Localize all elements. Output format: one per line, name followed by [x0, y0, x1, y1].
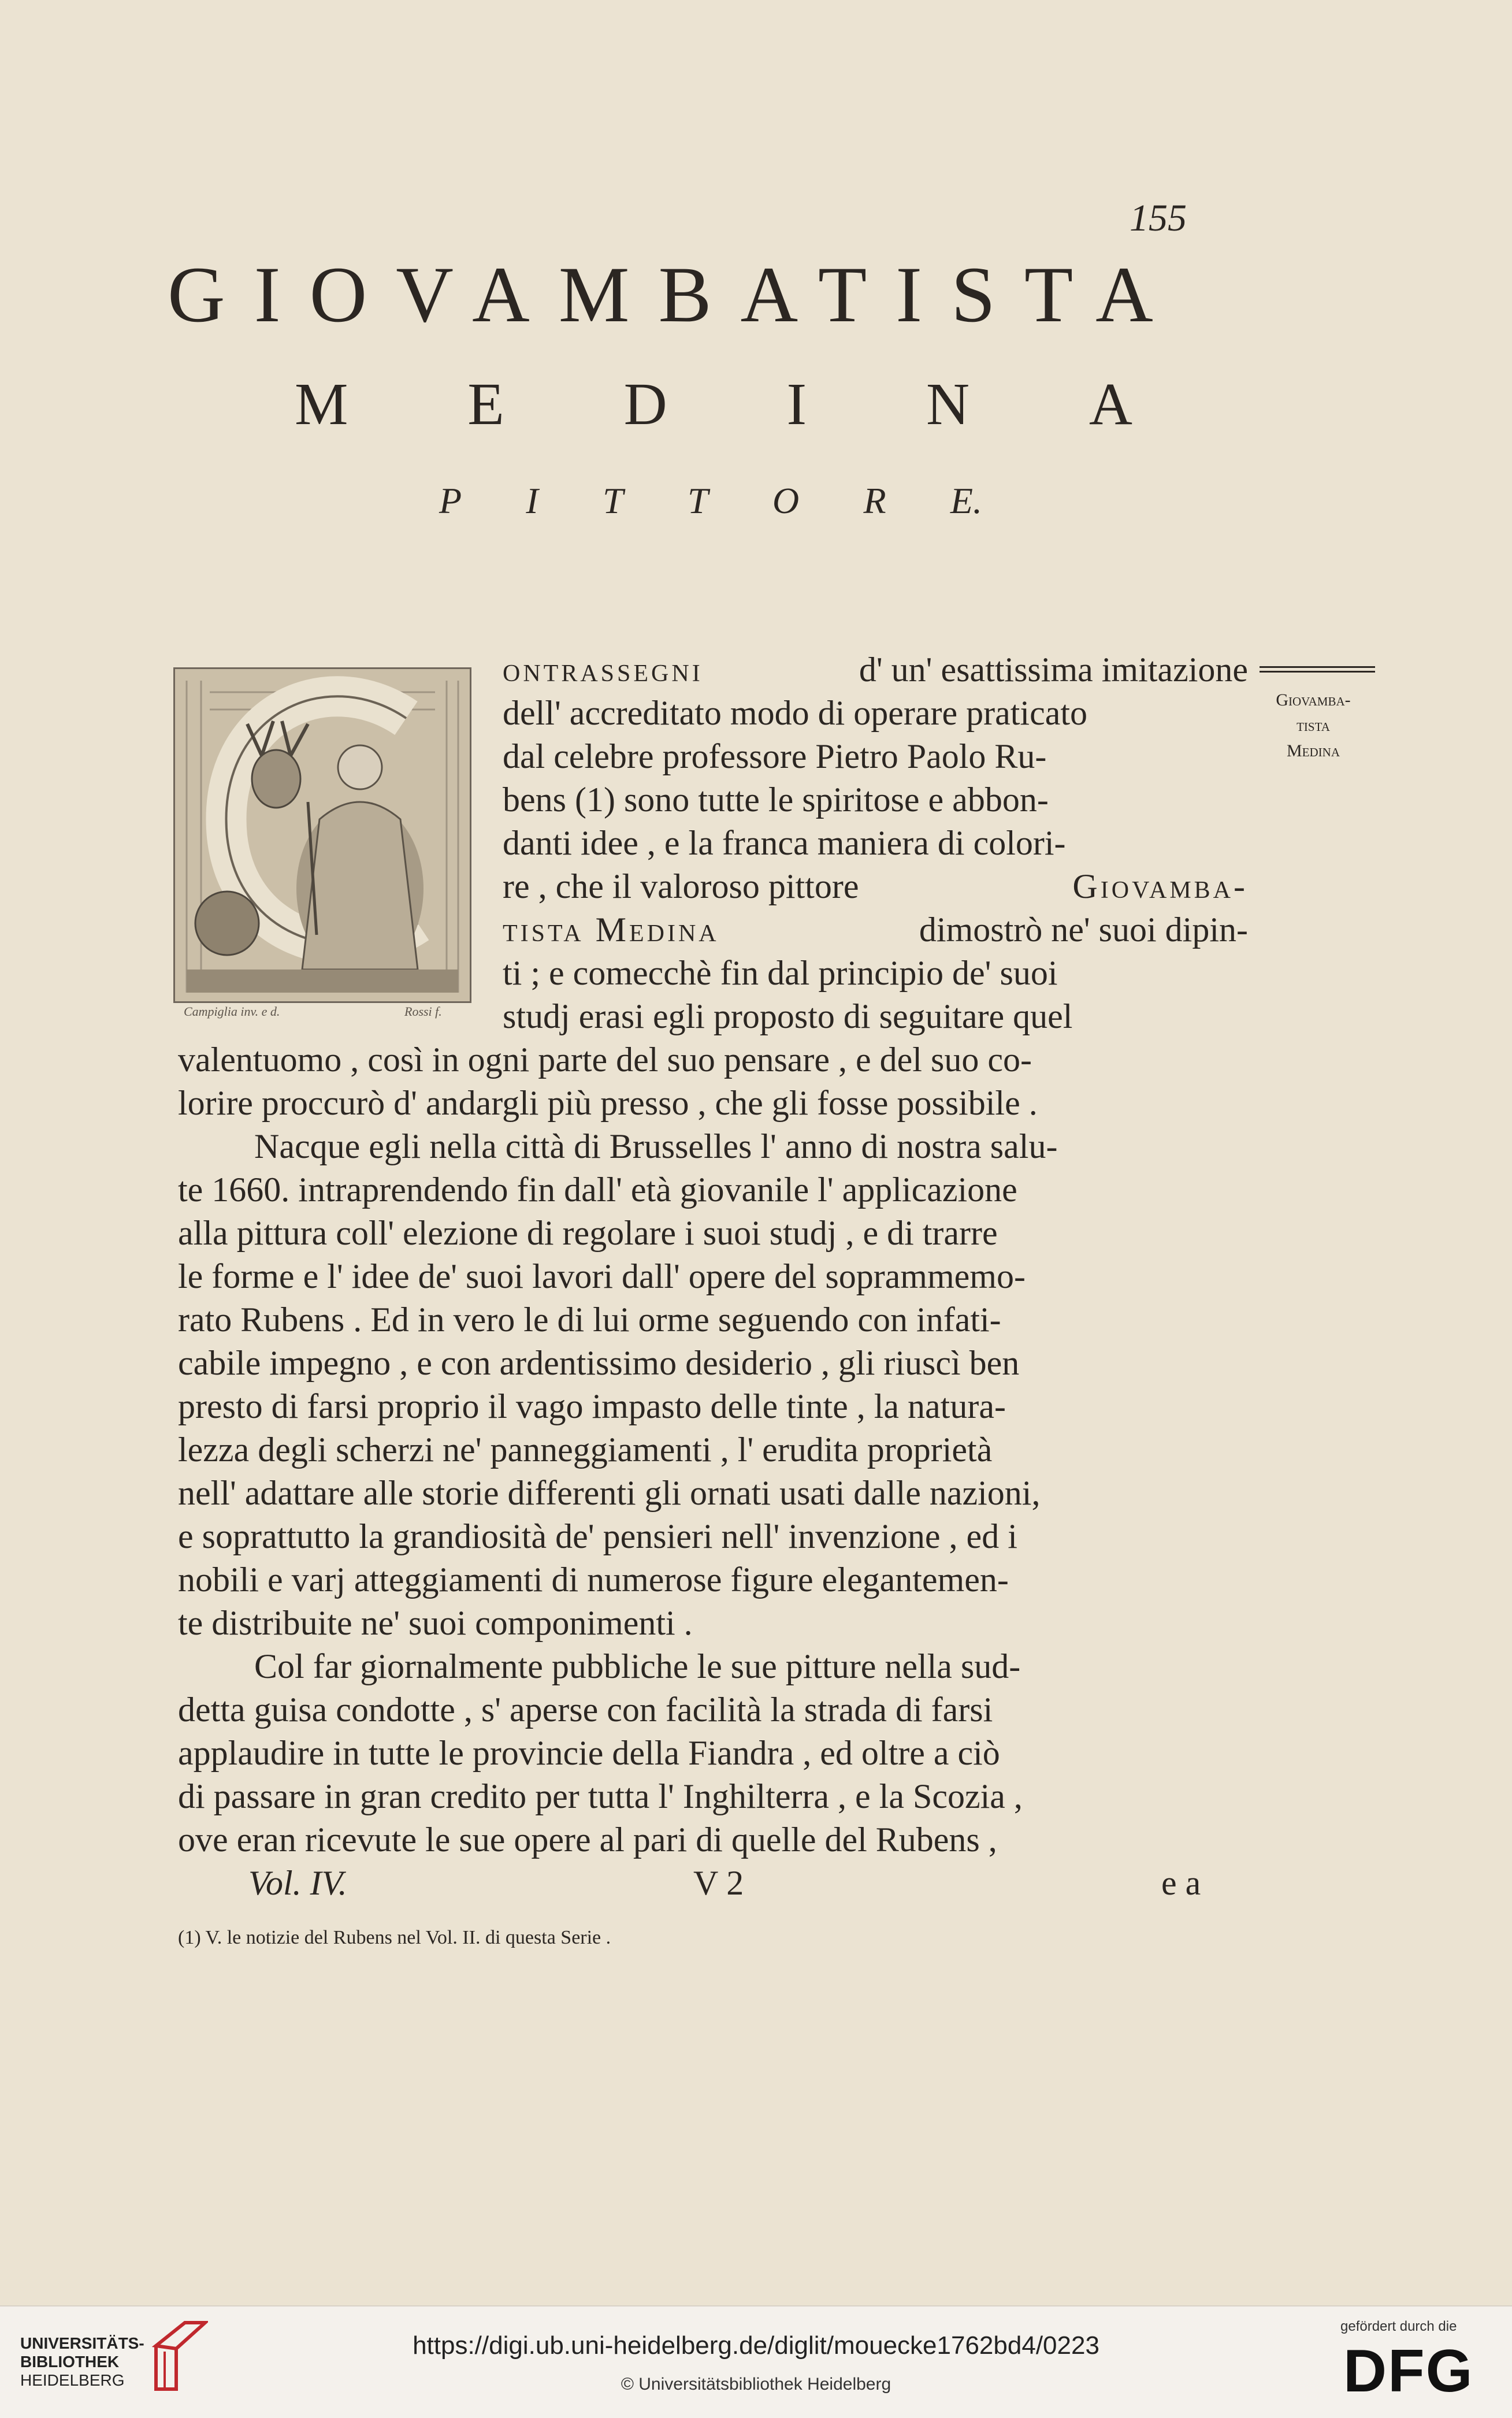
- plate-signature-right: Rossi f.: [404, 1004, 442, 1019]
- page-number: 155: [1130, 197, 1187, 239]
- text-line: bens (1) sono tutte le spiritose e abbon-: [503, 781, 1049, 819]
- title-letter: A: [1089, 371, 1132, 437]
- title-letter: N: [926, 371, 970, 437]
- text-line-part: re , che il valoroso pittore: [503, 867, 859, 905]
- text-line: [503, 867, 1248, 907]
- text-line-part: dimostrò ne' suoi dipin-: [919, 911, 1248, 949]
- signature-mark: V 2: [693, 1864, 744, 1902]
- text-line: dell' accreditato modo di operare praticato: [503, 694, 1088, 732]
- text-line: Nacque egli nella città di Brusselles l' anno di nostra salu-: [254, 1127, 1058, 1165]
- title-letter: D: [623, 371, 667, 437]
- text-line: e soprattutto la grandiosità de' pensieri nell' invenzione , ed i: [178, 1517, 1017, 1555]
- text-line: studj erasi egli proposto di seguitare quel: [503, 997, 1073, 1035]
- text-line: ti ; e comecchè fin dal principio de' suoi: [503, 954, 1058, 992]
- text-line: danti idee , e la franca maniera di colori-: [503, 824, 1066, 862]
- text-line: ove eran ricevute le sue opere al pari di quelle del Rubens ,: [178, 1821, 997, 1859]
- dfg-logo[interactable]: DFG: [1343, 2338, 1474, 2405]
- volume-label: Vol. IV.: [248, 1864, 347, 1902]
- margin-note-line: tista: [1296, 716, 1330, 735]
- small-caps-name: Giovamba-: [1072, 867, 1248, 905]
- title-surname: [295, 370, 1132, 439]
- text-line: valentuomo , così in ogni parte del suo pensare , e del suo co-: [178, 1041, 1032, 1079]
- margin-note-line: Giovamba-: [1276, 690, 1351, 710]
- title-letter: O: [772, 480, 800, 521]
- text-line: lezza degli scherzi ne' panneggiamenti , l' erudita proprietà: [178, 1431, 993, 1469]
- text-line: detta guisa condotte , s' aperse con facilità la strada di farsi: [178, 1691, 993, 1729]
- text-line: applaudire in tutte le provincie della Fiandra , ed oltre a ciò: [178, 1734, 1000, 1772]
- text-line: nell' adattare alle storie differenti gli ornati usati dalle nazioni,: [178, 1474, 1041, 1512]
- text-line: di passare in gran credito per tutta l' Inghilterra , e la Scozia ,: [178, 1777, 1023, 1815]
- text-line: dal celebre professore Pietro Paolo Ru-: [503, 737, 1047, 775]
- title-letter: E.: [950, 480, 982, 521]
- text-line: le forme e l' idee de' suoi lavori dall' opere del soprammemo-: [178, 1257, 1026, 1295]
- title-letter: E: [467, 371, 504, 437]
- library-name-line: BIBLIOTHEK: [20, 2353, 120, 2371]
- plate-signature-left: Campiglia inv. e d.: [184, 1004, 280, 1019]
- text-line: te 1660. intraprendendo fin dall' età giovanile l' applicazione: [178, 1171, 1017, 1209]
- title-letter: T: [687, 480, 708, 521]
- catchword: e a: [1161, 1864, 1201, 1902]
- text-line-rest: d' un' esattissima imitazione: [859, 651, 1248, 689]
- title-profession: [439, 480, 982, 522]
- text-line: [503, 650, 1248, 690]
- footnote: (1) V. le notizie del Rubens nel Vol. II. di questa Serie .: [178, 1927, 611, 1948]
- engraving-illustration: [175, 669, 470, 1001]
- library-name-line: HEIDELBERG: [20, 2371, 125, 2389]
- text-line: te distribuite ne' suoi componimenti .: [178, 1604, 693, 1642]
- title-letter: P: [439, 480, 462, 521]
- small-caps-name: tista Medina: [503, 911, 719, 949]
- library-name-line: UNIVERSITÄTS-: [20, 2334, 144, 2352]
- copyright-notice: © Universitätsbibliothek Heidelberg: [621, 2375, 891, 2394]
- title-letter: R: [863, 480, 886, 521]
- title-letter: I: [786, 371, 807, 437]
- digitization-banner: [0, 2305, 1512, 2418]
- title-letter: I: [526, 480, 538, 521]
- title-letter: T: [603, 480, 623, 521]
- title-letter: M: [295, 371, 348, 437]
- margin-note: [1253, 688, 1374, 764]
- small-caps-opening: ontrassegni: [503, 651, 703, 689]
- permalink-url[interactable]: https://digi.ub.uni-heidelberg.de/diglit/mouecke1762bd4/0223: [413, 2331, 1099, 2360]
- text-line: Col far giornalmente pubbliche le sue pitture nella sud-: [254, 1647, 1021, 1685]
- funding-label: gefördert durch die: [1340, 2319, 1457, 2334]
- text-line: alla pittura coll' elezione di regolare i suoi studj , e di trarre: [178, 1214, 998, 1252]
- text-line: nobili e varj atteggiamenti di numerose figure elegantemen-: [178, 1561, 1009, 1599]
- text-line: cabile impegno , e con ardentissimo desiderio , gli riuscì ben: [178, 1344, 1020, 1382]
- text-line: presto di farsi proprio il vago impasto delle tinte , la natura-: [178, 1387, 1006, 1425]
- engraved-initial-c: [173, 667, 471, 1003]
- title-name: GIOVAMBATISTA: [168, 250, 1182, 339]
- margin-note-line: Medina: [1287, 741, 1340, 760]
- margin-rule: [1260, 666, 1375, 673]
- text-line: [503, 910, 1248, 950]
- text-line: lorire proccurò d' andargli più presso , che gli fosse possibile .: [178, 1084, 1038, 1122]
- text-line: rato Rubens . Ed in vero le di lui orme seguendo con infati-: [178, 1301, 1001, 1339]
